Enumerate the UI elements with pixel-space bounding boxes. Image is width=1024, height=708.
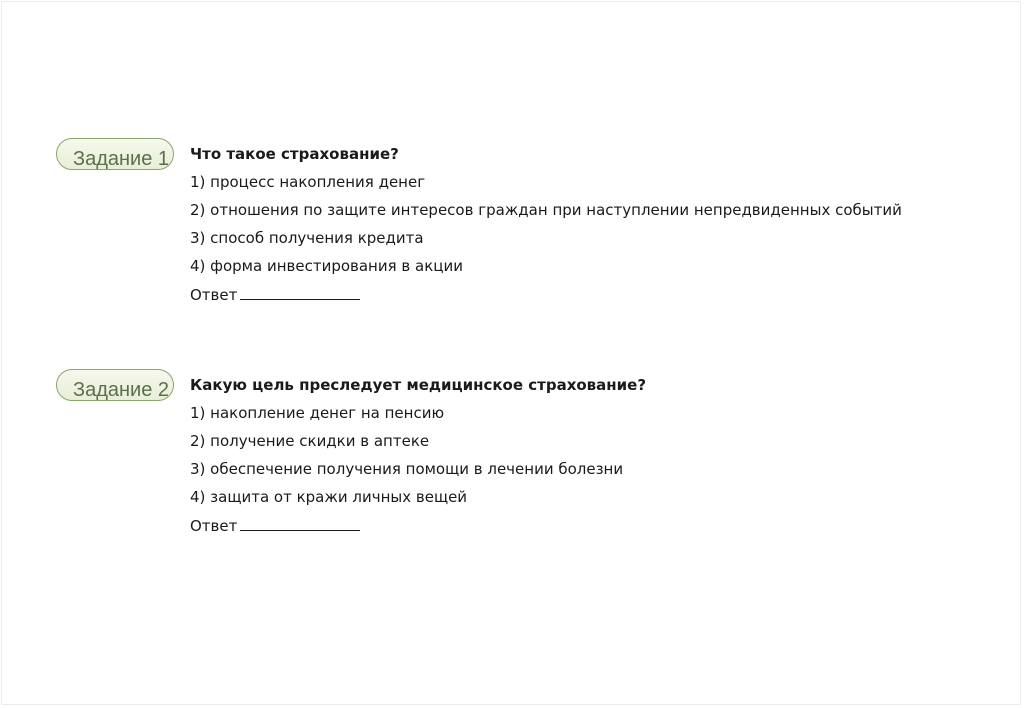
task-content xyxy=(190,144,980,305)
task-badge-label: Задание 2 xyxy=(73,379,170,401)
answer-option-3: 3) способ получения кредита xyxy=(190,229,424,247)
answer-blank[interactable] xyxy=(240,284,360,300)
answer-line xyxy=(190,284,980,305)
question-text: Что такое страхование? xyxy=(190,145,399,163)
task-badge-label: Задание 1 xyxy=(73,148,170,170)
answer-option-4: 4) форма инвестирования в акции xyxy=(190,257,463,275)
answer-options xyxy=(190,403,980,507)
answer-option-4: 4) защита от кражи личных вещей xyxy=(190,488,468,506)
answer-option-1: 1) накопление денег на пенсию xyxy=(190,404,445,422)
question-text: Какую цель преследует медицинское страхование? xyxy=(190,376,647,394)
answer-option-2: 2) отношения по защите интересов граждан при наступлении непредвиденных событий xyxy=(190,201,902,219)
answer-blank[interactable] xyxy=(240,515,360,531)
answer-options xyxy=(190,172,980,276)
answer-label: Ответ xyxy=(190,286,238,304)
slide-frame xyxy=(1,1,1021,705)
answer-option-1: 1) процесс накопления денег xyxy=(190,173,426,191)
answer-label: Ответ xyxy=(190,517,238,535)
task-content xyxy=(190,375,980,536)
answer-line xyxy=(190,515,980,536)
answer-option-2: 2) получение скидки в аптеке xyxy=(190,432,430,450)
answer-option-3: 3) обеспечение получения помощи в лечении болезни xyxy=(190,460,624,478)
